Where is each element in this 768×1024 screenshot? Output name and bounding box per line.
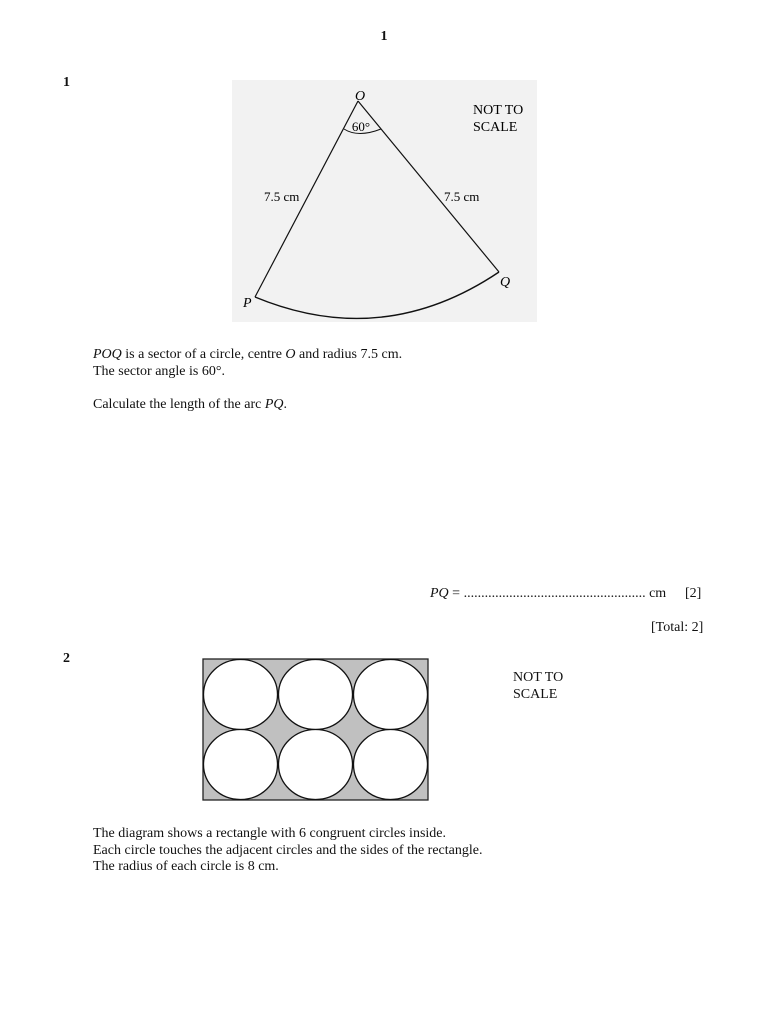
page-number: 1 [380,29,388,44]
circle [204,730,278,800]
q1-text-part: is a sector of a circle, centre [121,347,286,362]
label-p: P [243,296,252,311]
q1-text-line2: The sector angle is 60°. [93,364,225,379]
q2-not-to-scale-line1: NOT TO [513,670,564,685]
circle [279,660,353,730]
marks: [2] [685,586,702,601]
right-side-label: 7.5 cm [444,189,480,204]
q2-text-line2: Each circle touches the adjacent circles and the sides of the rectangle. [93,843,483,858]
circle [354,660,428,730]
q1-instruction [93,396,287,413]
instruction-text: Calculate the length of the arc [93,397,265,412]
answer-label: PQ [430,586,449,601]
rectangle-circles-diagram [202,658,430,802]
left-side-label: 7.5 cm [264,189,300,204]
circle [354,730,428,800]
centre-name: O [285,347,296,362]
sector-name: POQ [93,347,122,362]
total-marks: [Total: 2] [651,620,704,635]
not-to-scale-line2: SCALE [473,120,518,135]
answer-field[interactable]: = .................................................... cm [452,586,667,601]
circle [204,660,278,730]
arc-name: PQ [264,397,284,412]
angle-label: 60° [351,119,371,134]
answer-line[interactable] [430,585,666,602]
q1-text-part: and radius 7.5 cm. [295,347,403,362]
instruction-period: . [283,397,287,412]
label-q: Q [500,275,511,290]
q1-text-line1 [93,346,402,363]
circle [279,730,353,800]
question-2-number: 2 [63,651,70,666]
sector-diagram [232,80,537,322]
label-o: O [354,89,366,104]
q2-text-line1: The diagram shows a rectangle with 6 congruent circles inside. [93,826,446,841]
q2-not-to-scale-line2: SCALE [513,687,558,702]
question-1-number: 1 [63,75,70,90]
q2-text-line3: The radius of each circle is 8 cm. [93,859,279,874]
not-to-scale-line1: NOT TO [473,103,524,118]
